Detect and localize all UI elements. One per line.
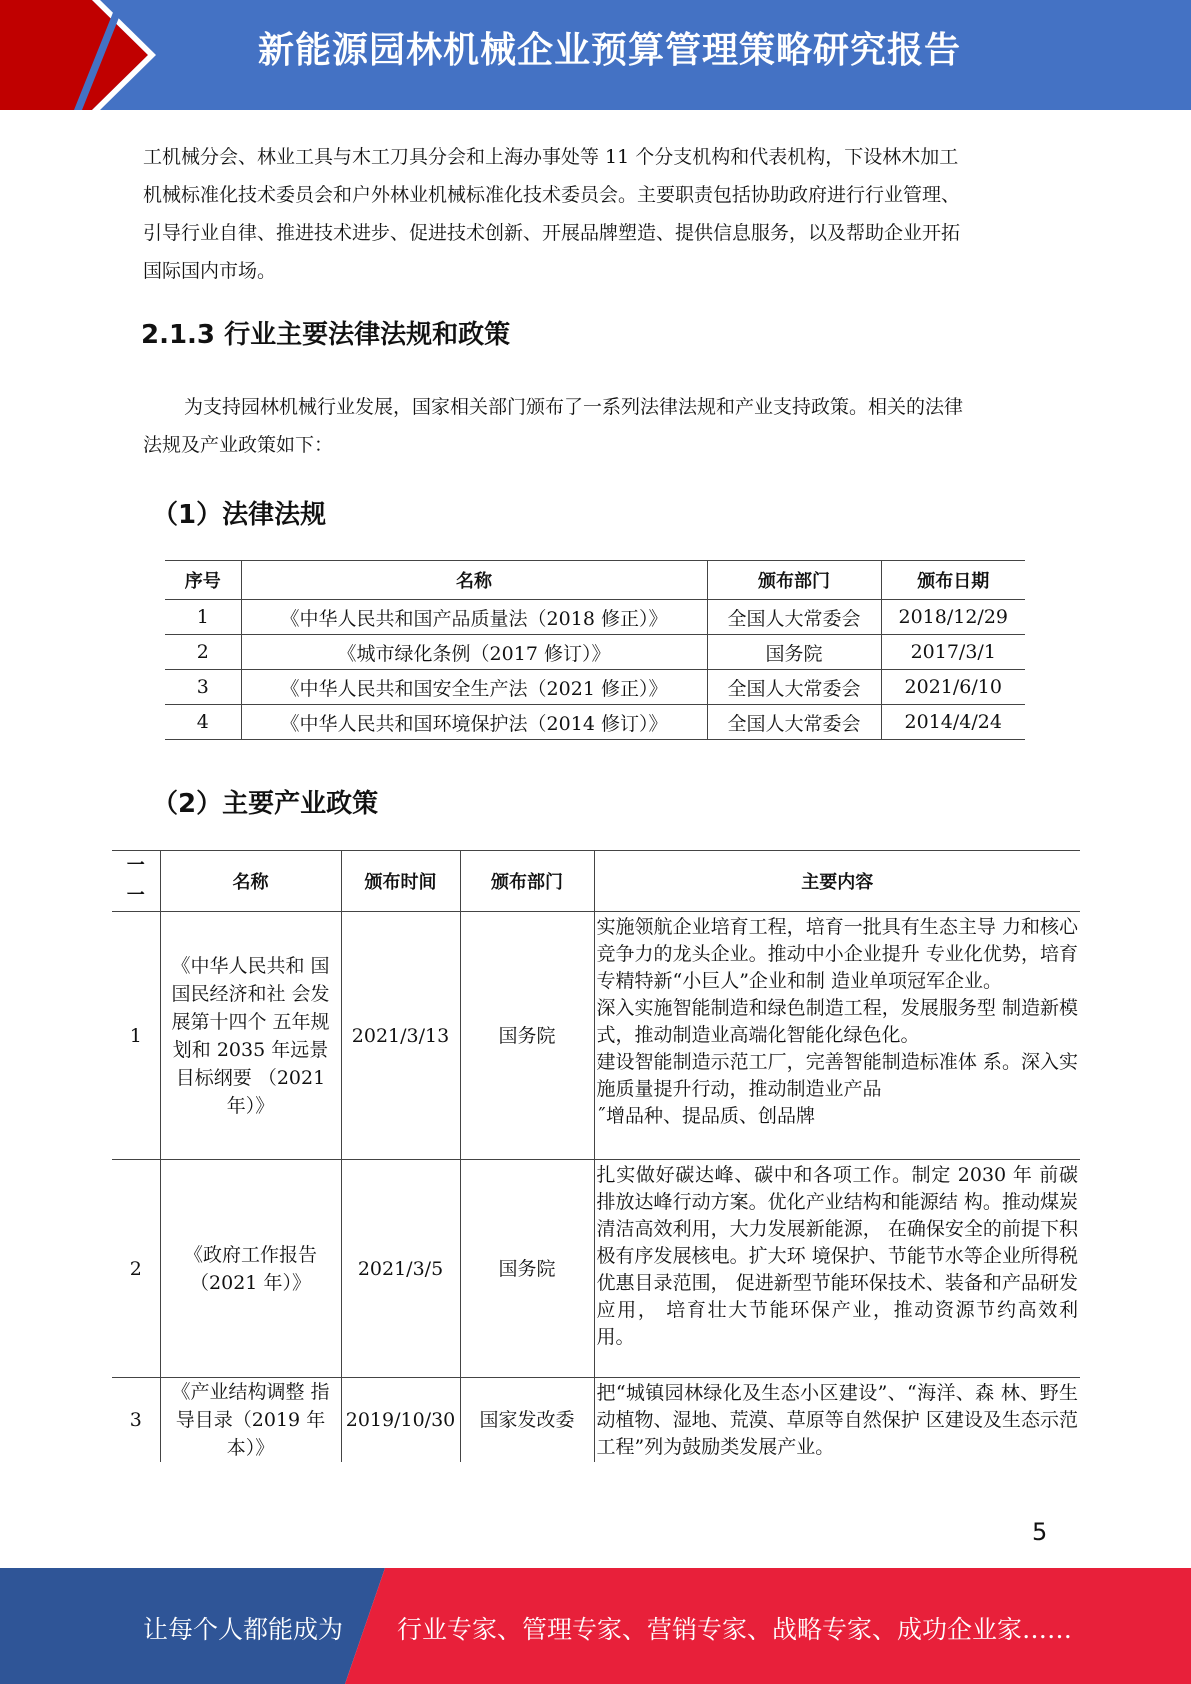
section-paragraph bbox=[143, 388, 1048, 464]
cell: 国务院 bbox=[707, 635, 881, 670]
intro-paragraph bbox=[143, 138, 1048, 290]
header-cell: 颁布时间 bbox=[341, 851, 460, 912]
header-cell: 颁布部门 bbox=[707, 561, 881, 600]
section-line: 为支持园林机械行业发展，国家相关部门颁布了一系列法律法规和产业支持政策。相关的法律 bbox=[184, 396, 964, 418]
report-title: 新能源园林机械企业预算管理策略研究报告 bbox=[258, 30, 962, 71]
cell: 全国人大常委会 bbox=[707, 670, 881, 705]
cell: 《中华人民共和国安全生产法（2021 修正）》 bbox=[241, 670, 707, 705]
cell-no: 2 bbox=[112, 1160, 160, 1378]
table-header-row bbox=[165, 561, 1025, 600]
table-row bbox=[165, 635, 1025, 670]
cell: 3 bbox=[165, 670, 241, 705]
header-cell: 颁布日期 bbox=[881, 561, 1025, 600]
content-paragraph: 建设智能制造示范工厂，完善智能制造标准体 系。深入实施质量提升行动，推动制造业产品 bbox=[596, 1051, 1078, 1100]
table-row bbox=[165, 670, 1025, 705]
cell: 《中华人民共和国产品质量法（2018 修正）》 bbox=[241, 600, 707, 635]
intro-line: 机械标准化技术委员会和户外林业机械标准化技术委员会。主要职责包括协助政府进行行业管理、 bbox=[143, 184, 961, 206]
cell: 《城市绿化条例（2017 修订）》 bbox=[241, 635, 707, 670]
cell-date: 2019/10/30 bbox=[341, 1378, 460, 1463]
cell-dept: 国务院 bbox=[460, 1160, 594, 1378]
table-row bbox=[112, 912, 1080, 1160]
footer-banner bbox=[0, 1568, 1191, 1684]
cell: 2014/4/24 bbox=[881, 705, 1025, 740]
content-paragraph: 实施领航企业培育工程，培育一批具有生态主导 力和核心竞争力的龙头企业。推动中小企业提升 专业化优势，培育专精特新“小巨人”企业和制 造业单项冠军企业。 bbox=[596, 916, 1078, 992]
cell: 4 bbox=[165, 705, 241, 740]
section-heading: 2.1.3 行业主要法律法规和政策 bbox=[141, 320, 511, 350]
page-number: 5 bbox=[1032, 1518, 1048, 1546]
cell: 2021/6/10 bbox=[881, 670, 1025, 705]
cell-name: 《政府工作报告（2021 年）》 bbox=[160, 1160, 341, 1378]
content-paragraph: 扎实做好碳达峰、碳中和各项工作。制定 2030 年 前碳排放达峰行动方案。优化产业结构和能源结 构。推动煤炭清洁高效利用，大力发展新能源， 在确保安全的前提下积极有序发展核电。扩大环 境保护、节能节水等企业所得税优惠目录范围， 促进新型节能环保技术、装备和产品研发应用， 培育壮大节能环保产业，推动资源节约高效利 用。 bbox=[596, 1164, 1078, 1348]
section-line: 法规及产业政策如下： bbox=[143, 434, 334, 456]
cell-content bbox=[594, 1160, 1080, 1378]
cell-dept: 国家发改委 bbox=[460, 1378, 594, 1463]
cell: 2017/3/1 bbox=[881, 635, 1025, 670]
footer-slogan-right: 行业专家、管理专家、营销专家、战略专家、成功企业家…… bbox=[397, 1615, 1073, 1644]
subheading-policies: （2）主要产业政策 bbox=[152, 789, 379, 819]
header-cell: 主要内容 bbox=[594, 851, 1080, 912]
content-paragraph: ˝增品种、提品质、创品牌 bbox=[596, 1105, 816, 1127]
cell-content bbox=[594, 1378, 1080, 1463]
cell-dept: 国务院 bbox=[460, 912, 594, 1160]
intro-line: 工机械分会、林业工具与木工刀具分会和上海办事处等 11 个分支机构和代表机构，下设林木加工 bbox=[143, 146, 959, 168]
cell-no: 3 bbox=[112, 1378, 160, 1463]
table-row bbox=[112, 1378, 1080, 1463]
cell-date: 2021/3/13 bbox=[341, 912, 460, 1160]
policy-table bbox=[112, 850, 1080, 1462]
table-row bbox=[165, 600, 1025, 635]
cell-no: 1 bbox=[112, 912, 160, 1160]
intro-line: 引导行业自律、推进技术进步、促进技术创新、开展品牌塑造、提供信息服务，以及帮助企业开拓 bbox=[143, 222, 961, 244]
header-cell: 序号 bbox=[165, 561, 241, 600]
cell: 2 bbox=[165, 635, 241, 670]
cell-name: 《产业结构调整 指导目录（2019 年本）》 bbox=[160, 1378, 341, 1463]
header-banner bbox=[0, 0, 1191, 110]
intro-line: 国际国内市场。 bbox=[143, 260, 277, 282]
cell: 全国人大常委会 bbox=[707, 600, 881, 635]
header-cell: 一 一 bbox=[112, 851, 160, 912]
cell-date: 2021/3/5 bbox=[341, 1160, 460, 1378]
table-header-row bbox=[112, 851, 1080, 912]
table-row bbox=[165, 705, 1025, 740]
header-cell: 颁布部门 bbox=[460, 851, 594, 912]
laws-table bbox=[165, 560, 1025, 740]
cell: 《中华人民共和国环境保护法（2014 修订）》 bbox=[241, 705, 707, 740]
table-row bbox=[112, 1160, 1080, 1378]
header-cell: 名称 bbox=[241, 561, 707, 600]
cell: 2018/12/29 bbox=[881, 600, 1025, 635]
cell: 1 bbox=[165, 600, 241, 635]
cell: 全国人大常委会 bbox=[707, 705, 881, 740]
content-paragraph: 把“城镇园林绿化及生态小区建设”、“海洋、森 林、野生动植物、湿地、荒漠、草原等自然保护 区建设及生态示范工程”列为鼓励类发展产业。 bbox=[596, 1382, 1078, 1458]
content-paragraph: 深入实施智能制造和绿色制造工程，发展服务型 制造新模式，推动制造业高端化智能化绿色化。 bbox=[596, 997, 1078, 1046]
header-cell: 名称 bbox=[160, 851, 341, 912]
cell-content bbox=[594, 912, 1080, 1160]
cell-name: 《中华人民共和 国国民经济和社 会发展第十四个 五年规划和 2035 年远景目标纲要 （2021 年）》 bbox=[160, 912, 341, 1160]
subheading-laws: （1）法律法规 bbox=[152, 500, 327, 530]
footer-slogan-left: 让每个人都能成为 bbox=[143, 1615, 344, 1644]
